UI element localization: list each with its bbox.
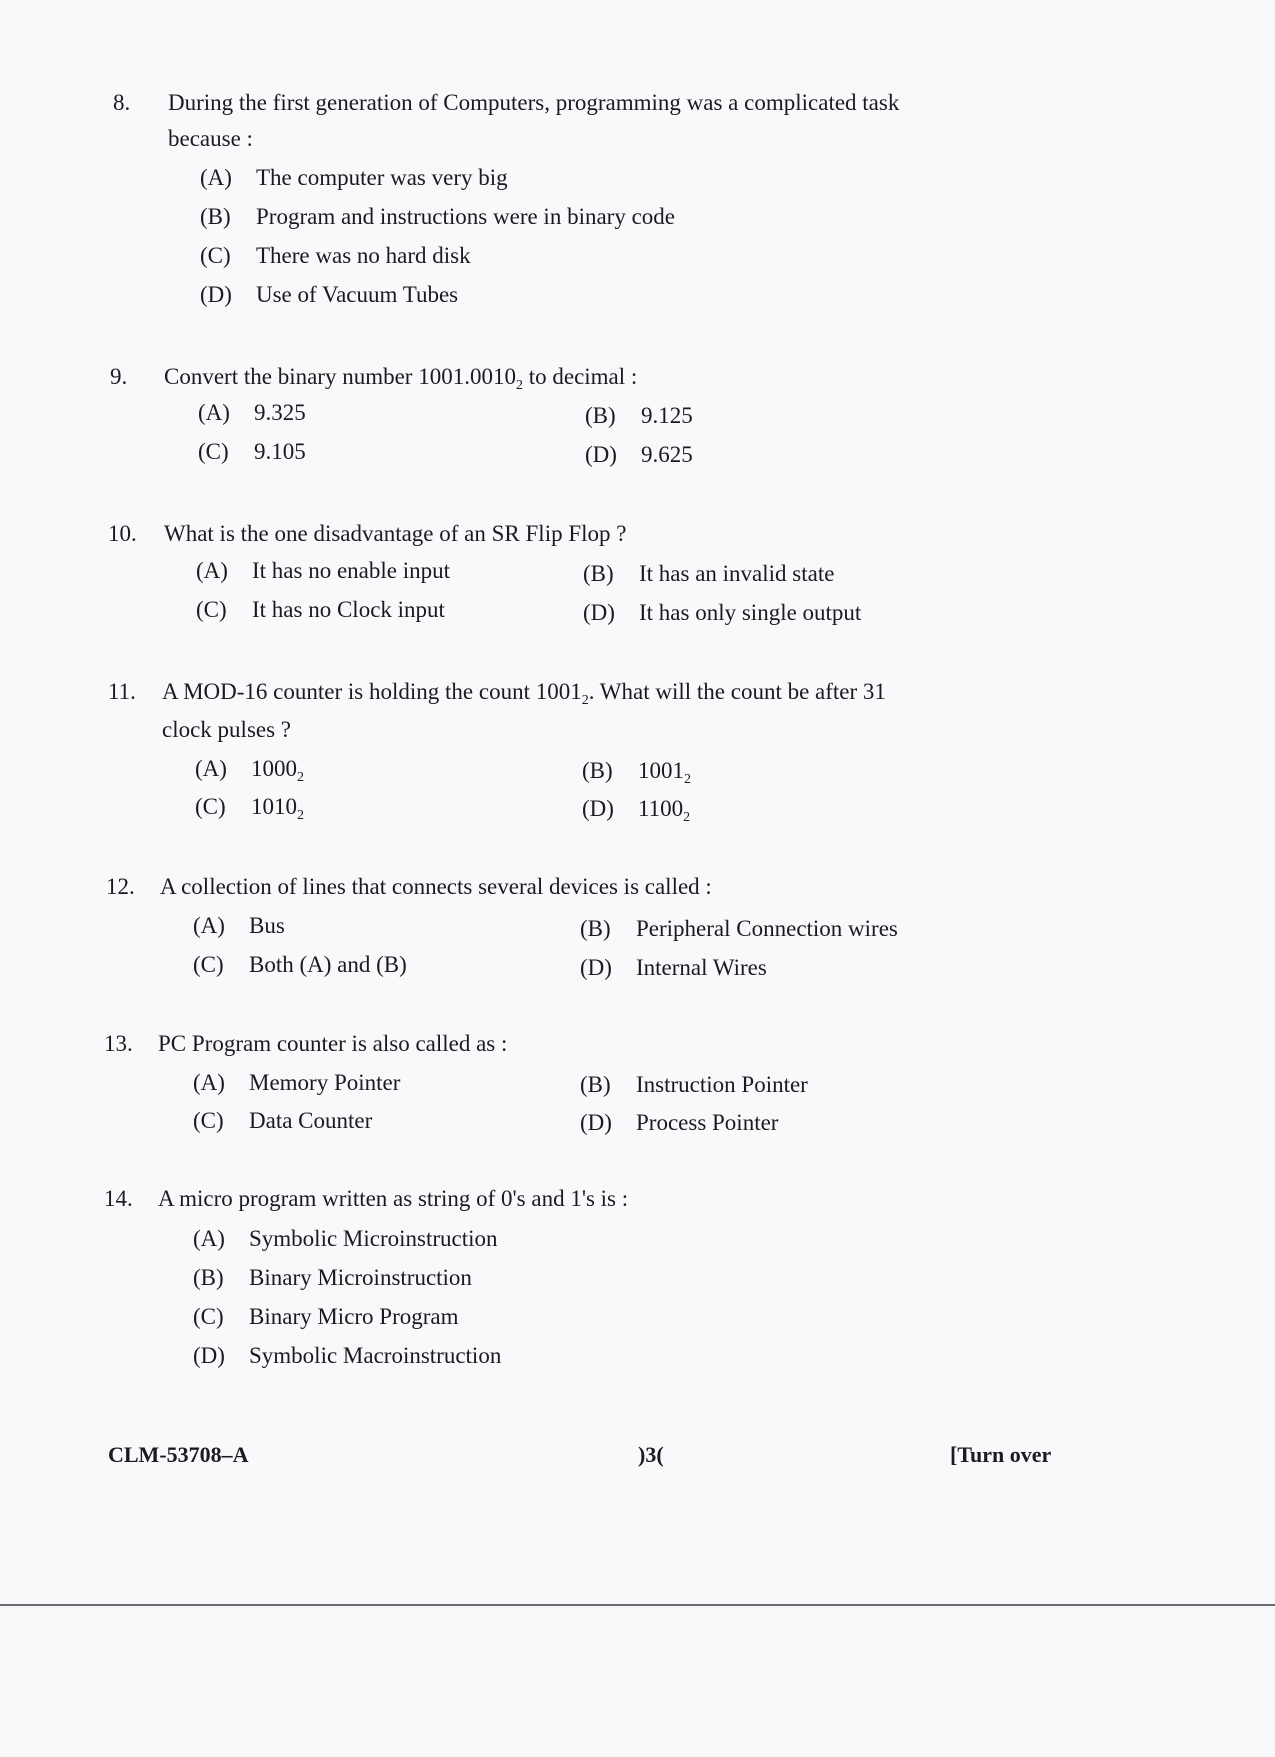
option-d (583, 594, 861, 632)
option-a (198, 394, 306, 432)
option-label: (D) (585, 442, 617, 467)
question-14 (104, 1180, 1154, 1220)
option-a (193, 1220, 498, 1258)
option-text: It has no enable input (252, 558, 451, 583)
option-d (585, 436, 693, 474)
option-label: (B) (580, 916, 611, 941)
question-9 (110, 358, 1160, 398)
option-d (580, 949, 767, 987)
option-text: 9.625 (641, 442, 693, 467)
page-number: )3( (638, 1442, 664, 1467)
option-d (582, 790, 690, 837)
option-d (200, 276, 458, 314)
option-text: Memory Pointer (249, 1070, 401, 1095)
option-d (193, 1337, 501, 1375)
option-text: Process Pointer (636, 1110, 779, 1135)
question-number: 14. (104, 1186, 133, 1211)
option-text: 1001 (638, 758, 684, 783)
option-text: Use of Vacuum Tubes (256, 282, 459, 307)
option-b (193, 1259, 472, 1297)
question-text: PC Program counter is also called as : (158, 1031, 508, 1056)
option-text: Bus (249, 913, 285, 938)
option-text: 9.325 (254, 400, 306, 425)
question-text: During the first generation of Computers, programming was a complicated task (168, 90, 900, 115)
option-label: (C) (193, 1304, 224, 1329)
option-a (193, 1064, 400, 1102)
base-subscript: 2 (684, 772, 691, 787)
option-b (583, 555, 834, 593)
question-text: A micro program written as string of 0's and 1's is : (158, 1186, 629, 1211)
option-text: Both (A) and (B) (249, 952, 407, 977)
option-b (580, 910, 898, 948)
question-text-continued: clock pulses ? (162, 717, 292, 742)
option-label: (D) (582, 796, 614, 821)
option-text: It has an invalid state (639, 561, 835, 586)
option-text: There was no hard disk (256, 243, 471, 268)
option-text: 1000 (251, 756, 297, 781)
option-label: (A) (196, 558, 228, 583)
question-number: 10. (108, 521, 137, 546)
question-number: 11. (108, 679, 136, 704)
option-c (200, 237, 471, 275)
turn-over-note: [Turn over (950, 1442, 1052, 1467)
option-text: Symbolic Macroinstruction (249, 1343, 502, 1368)
question-text-tail: . What will the count be after 31 (588, 679, 886, 704)
question-number: 8. (113, 90, 131, 115)
question-12 (106, 868, 1156, 908)
option-text: It has only single output (639, 600, 862, 625)
option-label: (C) (200, 243, 231, 268)
question-text-tail: to decimal : (522, 364, 638, 389)
option-b (585, 397, 693, 435)
question-text-main: Convert the binary number 1001.0010 (164, 364, 516, 389)
option-text: Symbolic Microinstruction (249, 1226, 498, 1251)
option-text: Binary Microinstruction (249, 1265, 472, 1290)
option-text: Instruction Pointer (636, 1072, 808, 1097)
option-label: (B) (200, 204, 231, 229)
question-text-main: A MOD-16 counter is holding the count 1001 (162, 679, 582, 704)
base-subscript: 2 (683, 810, 691, 825)
option-text: Data Counter (249, 1108, 373, 1133)
option-label: (C) (198, 439, 229, 464)
option-label: (A) (193, 1226, 225, 1251)
option-text: 9.105 (254, 439, 306, 464)
option-text: Peripheral Connection wires (636, 916, 898, 941)
question-13 (104, 1025, 1154, 1065)
question-number: 13. (104, 1031, 133, 1056)
option-label: (A) (193, 913, 225, 938)
question-text-continued: because : (168, 126, 253, 151)
option-c (193, 1298, 459, 1336)
option-text: Binary Micro Program (249, 1304, 459, 1329)
page-bottom-rule (0, 1604, 1275, 1606)
option-text: Program and instructions were in binary code (256, 204, 675, 229)
option-label: (B) (583, 561, 614, 586)
question-text: What is the one disadvantage of an SR Flip Flop ? (164, 521, 627, 546)
option-label: (C) (193, 1108, 224, 1133)
option-c (198, 433, 306, 471)
option-label: (B) (193, 1265, 224, 1290)
option-label: (D) (583, 600, 615, 625)
base-subscript: 2 (581, 693, 589, 708)
option-text: The computer was very big (256, 165, 508, 190)
option-label: (A) (195, 756, 227, 781)
option-d (580, 1104, 778, 1142)
option-a (200, 159, 508, 197)
option-a (193, 907, 285, 945)
question-11 (108, 673, 1158, 753)
option-label: (B) (580, 1072, 611, 1097)
question-10 (108, 515, 1158, 555)
option-b (580, 1066, 808, 1104)
option-label: (A) (198, 400, 230, 425)
option-label: (B) (585, 403, 616, 428)
option-b (200, 198, 675, 236)
option-label: (C) (196, 597, 227, 622)
base-subscript: 2 (297, 808, 304, 823)
option-c (193, 1102, 372, 1140)
option-label: (D) (193, 1343, 225, 1368)
option-a (196, 552, 450, 590)
option-label: (B) (582, 758, 613, 783)
option-label: (D) (200, 282, 232, 307)
option-label: (D) (580, 955, 612, 980)
option-text: 1100 (638, 796, 684, 821)
option-text: Internal Wires (636, 955, 767, 980)
option-text: 9.125 (641, 403, 693, 428)
paper-code: CLM-53708–A (108, 1442, 249, 1467)
base-subscript: 2 (297, 770, 304, 785)
question-number: 9. (110, 364, 128, 389)
question-text: A collection of lines that connects several devices is called : (160, 874, 712, 899)
option-label: (C) (193, 952, 224, 977)
option-label: (A) (193, 1070, 225, 1095)
option-text: It has no Clock input (252, 597, 445, 622)
question-number: 12. (106, 874, 135, 899)
option-c (195, 788, 304, 835)
option-c (196, 591, 445, 629)
option-text: 1010 (251, 794, 297, 819)
option-label: (C) (195, 794, 226, 819)
option-c (193, 946, 407, 984)
option-label: (A) (200, 165, 232, 190)
base-subscript: 2 (515, 378, 523, 393)
option-label: (D) (580, 1110, 612, 1135)
